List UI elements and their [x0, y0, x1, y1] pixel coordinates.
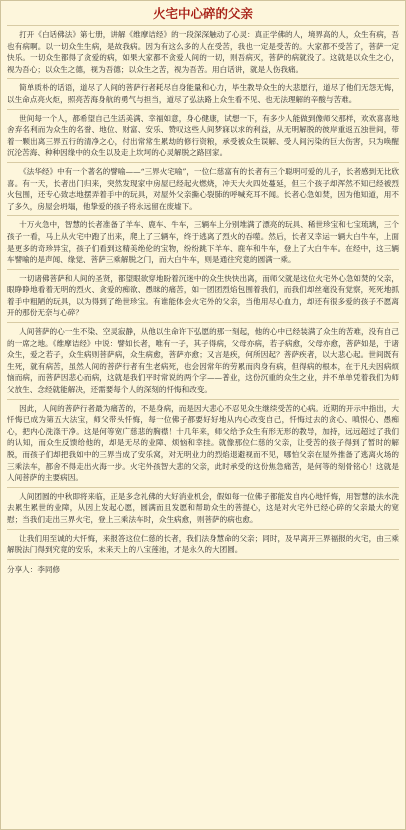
paragraph-9: 人间团圆的中秋即将来临，正是多念礼佛的大好消业机会，假如每一位佛子都能发自内心地忏悔，用智慧的法水洗去累生累世的业障，从因上发起心愿，圆满而且发愿和帮助众生的菩提心，这是对火宅外已经心碎的父亲最大的宽慰；当我们走出三界火宅，登上三乘法车时，众生病愈，则菩萨的病也愈。 [7, 491, 399, 524]
paragraph-divider [7, 529, 399, 530]
paragraph-divider [7, 78, 399, 79]
sharer-credit: 分享人：李同修 [7, 564, 61, 574]
paragraph-divider [7, 399, 399, 400]
paragraph-divider [7, 109, 399, 110]
paragraph-divider [7, 269, 399, 270]
paragraph-4: 《法华经》中有一个著名的譬喻——“三界火宅喻”，一位仁慈富有的长者有三个聪明可爱的儿子，长者感到无比欣喜。有一天，长者出门归来，突然发现家中房屋已经起火燃烧，冲天大火四处蔓延，但三个孩子却浑然不知已经被烈火包围，还专心致志地摆弄着手中的玩具，对屋外父亲撕心裂肺的呼喊充耳不闻。长者心急如焚，因为他知道，用不了多久，房屋会坍塌，他挚爱的孩子将永远留在废墟下。 [7, 166, 400, 211]
paragraph-divider [7, 559, 399, 560]
paragraph-divider [7, 487, 399, 488]
paragraph-6: 一切诸佛菩萨和人间的圣贤，都望眼欲穿地盼着沉迷中的众生快快出离，而师父就是这位火宅外心急如焚的父亲，眼睁睁地看着无明的烈火、贪爱的痴欲、愚昧的痛苦，如一团团烈焰包围着我们，而我们却丝毫没有觉察，死死地抓着手中粗陋的玩具，以为得到了绝世珍宝。有谁能体会火宅外的父亲，当他用尽心血力，却还有很多爱的孩子不愿离开的那份无奈与心碎？ [7, 273, 399, 318]
paragraph-1: 打开《白话佛法》第七册，讲解《维摩诘经》的一段深深触动了心灵：真正学佛的人，境界高的人，众生有病，吾也有病啊。以一切众生生病，是故我病。因为有这么多的人在受苦，我也一定是受苦的。大家都不受苦了，菩萨一定快乐。一切众生都得了贪爱的病，如果大家都不贪爱人间的一切，则吾病灭，菩萨的病就没了。这就是以众生之心，视为吾心；以众生之德，视为吾德；以众生之苦，视为吾苦。用白话讲，就是人伤我痛。 [7, 30, 399, 74]
title-divider [7, 25, 399, 26]
paragraph-3: 世间每一个人，都希望自己生活美满、幸福如意，身心健康，试想一下，有多少人能做到像师父那样，欢欢喜喜地舍弃名利而为众生的名誉、地位、财富、安乐、赞叹这些人间梦寐以求的利益，从无明解脱的彼岸重返五浊世间，带着一颗出离三界五行的清净之心，付出常常生累劫的修行资粮，承受被众生误解、受人间污染的巨大伤害，只为唤醒沉沦苦海、种种因缘中的众生以及走上坎坷的心灵解脱之路回家。 [7, 113, 399, 158]
paragraph-8: 因此，人间的菩萨行者最为痛苦的，不是身病，而是因大悲心不忍见众生继续受苦的心病。近期的开示中指出，大忏悔已成为第五大法宝，师父带头忏悔，每一位佛子都要好好地从内心改变自己，忏悔过去的贪心、嗔恨心、愚痴心，把内心洗涤干净。这是何等宽广慈悲的胸襟！十几年来，师父给予众生有形无形的教导，加持，远远超过了我们的认知，而众生反馈给他的，却是无尽的业障、烦恼和幸挂。就像那位仁慈的父亲，让受苦的孩子得到了暂时的解脱，而孩子们却把我如中的三界当成了安乐窝，对无明业力的烈焰退避视而不见，哪怕父亲在屋外推备了逃离火场的三乘法车，都舍不得走出火海一步。火宅外孩智大悲的父亲，此时承受的这份焦急痛苦，是何等的刻骨铭心！这就是人间菩萨的主要病因。 [7, 403, 399, 483]
paragraph-divider [7, 215, 399, 216]
paragraph-10: 让我们用至诚的大忏悔，来报答这位仁慈的长者，我们法身慧命的父亲；同时，及早离开三界福报的火宅，由三乘解脱法门得到究竟的安乐，未来天上的八宝莲池，才是永久的大团圆。 [7, 533, 399, 555]
paragraph-5: 十万火急中，智慧的长者准备了羊车、鹿车、牛车，三辆车上分别堆满了漂亮的玩具、稀世珍宝和七宝琉璃，三个孩子一看，马上从火宅中跑了出来，爬上了三辆车，终于逃离了烈火的吞噬。然后，长者又幸运一辆大白牛车，上面是更多的奇珍异宝，孩子们看到这精美绝伦的宝物，纷纷跳下羊车、鹿车和牛车，登上了大白牛车。在经中，这三辆车譬喻的是声闻、缘觉、菩萨三乘解脱之门，而大白牛车，则是通往究竟的圆满一乘。 [7, 220, 399, 265]
paragraph-2: 简单质朴的话语，道尽了人间的菩萨行者耗尽自身能量和心力，毕生教导众生的大悲愿行，道尽了他们无怨无悔，以生命点亮火炬，照亮苦海身航的勇气与担当，道尽了弘法路上众生看不见、也无法理解的辛酸与苦难。 [7, 83, 399, 104]
paragraph-7: 人间菩萨的心一生不染、空灵寂静，从他以生命许下弘愿的那一刻起，他的心中已经装满了众生的苦难，没有自己的一席之地。《维摩诘经》中说：譬如长者，唯有一子，其子得病，父母亦病，若子病愈，父母亦愈，菩萨如是，于诸众生，爱之若子，众生病则菩萨病，众生病愈，菩萨亦愈；又言是疾，何所因起？菩萨疾者，以大悲心起。世间既有生死，就有病苦，虽然人间的菩萨行者有生老病死，也会因常年的劳累而肉身有病，但得病的根本，在于凡夫因病烦恼而病，而菩萨因悲心而病，这就是我们平时常说的两个字——普业，这份沉重的众生之业，并不单单凭着我们为师父放生、念经就能解决，还需要每个人的深刻的忏悔和改变。 [7, 327, 399, 395]
paragraph-divider [7, 322, 399, 323]
article-title: 火宅中心碎的父亲 [152, 6, 253, 21]
paragraph-divider [7, 162, 399, 163]
